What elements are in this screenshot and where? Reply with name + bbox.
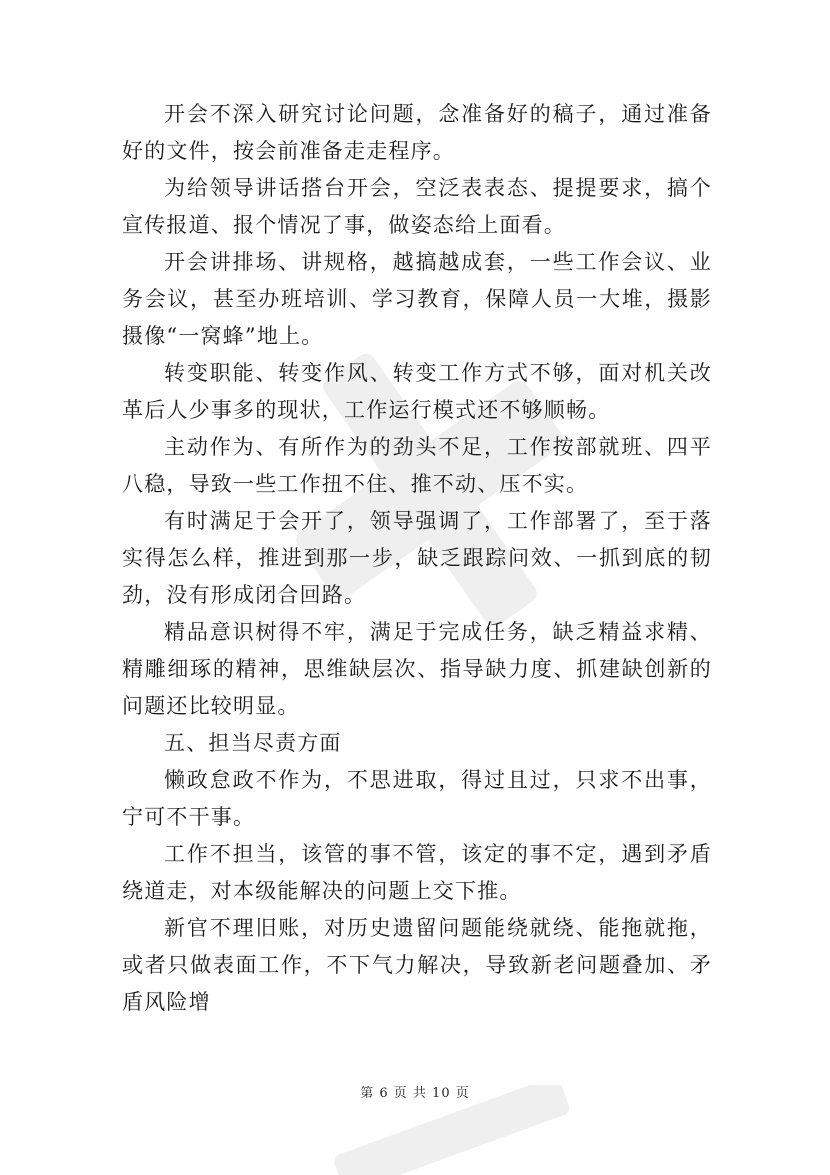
- paragraph: 开会讲排场、讲规格，越搞越成套，一些工作会议、业务会议，甚至办班培训、学习教育，保障人员一大堆，摄影摄像“一窝蜂”地上。: [122, 250, 712, 348]
- document-body: [122, 96, 712, 1021]
- paragraph: 工作不担当，该管的事不管，该定的事不定，遇到矛盾绕道走，对本级能解决的问题上交下推。: [122, 842, 712, 903]
- paragraph: 新官不理旧账，对历史遗留问题能绕就绕、能拖就拖，或者只做表面工作，不下气力解决，导致新老问题叠加、矛盾风险增: [122, 916, 712, 1014]
- paragraph: 为给领导讲话搭台开会，空泛表表态、提提要求，搞个宣传报道、报个情况了事，做姿态给上面看。: [122, 176, 712, 237]
- paragraph: 开会不深入研究讨论问题，念准备好的稿子，通过准备好的文件，按会前准备走走程序。: [122, 102, 712, 163]
- section-heading: 五、担当尽责方面: [164, 731, 342, 755]
- paragraph: 转变职能、转变作风、转变工作方式不够，面对机关改革后人少事多的现状，工作运行模式还不够顺畅。: [122, 361, 712, 422]
- page-footer: 第 6 页 共 10 页: [360, 1086, 470, 1101]
- paragraph: 主动作为、有所作为的劲头不足，工作按部就班、四平八稳，导致一些工作扭不住、推不动、压不实。: [122, 435, 712, 496]
- paragraph: 懒政怠政不作为，不思进取，得过且过，只求不出事，宁可不干事。: [122, 768, 712, 829]
- paragraph: 有时满足于会开了，领导强调了，工作部署了，至于落实得怎么样，推进到那一步，缺乏跟踪问效、一抓到底的韧劲，没有形成闭合回路。: [122, 509, 712, 607]
- paragraph: 精品意识树得不牢，满足于完成任务，缺乏精益求精、精雕细琢的精神，思维缺层次、指导缺力度、抓建缺创新的问题还比较明显。: [122, 620, 712, 718]
